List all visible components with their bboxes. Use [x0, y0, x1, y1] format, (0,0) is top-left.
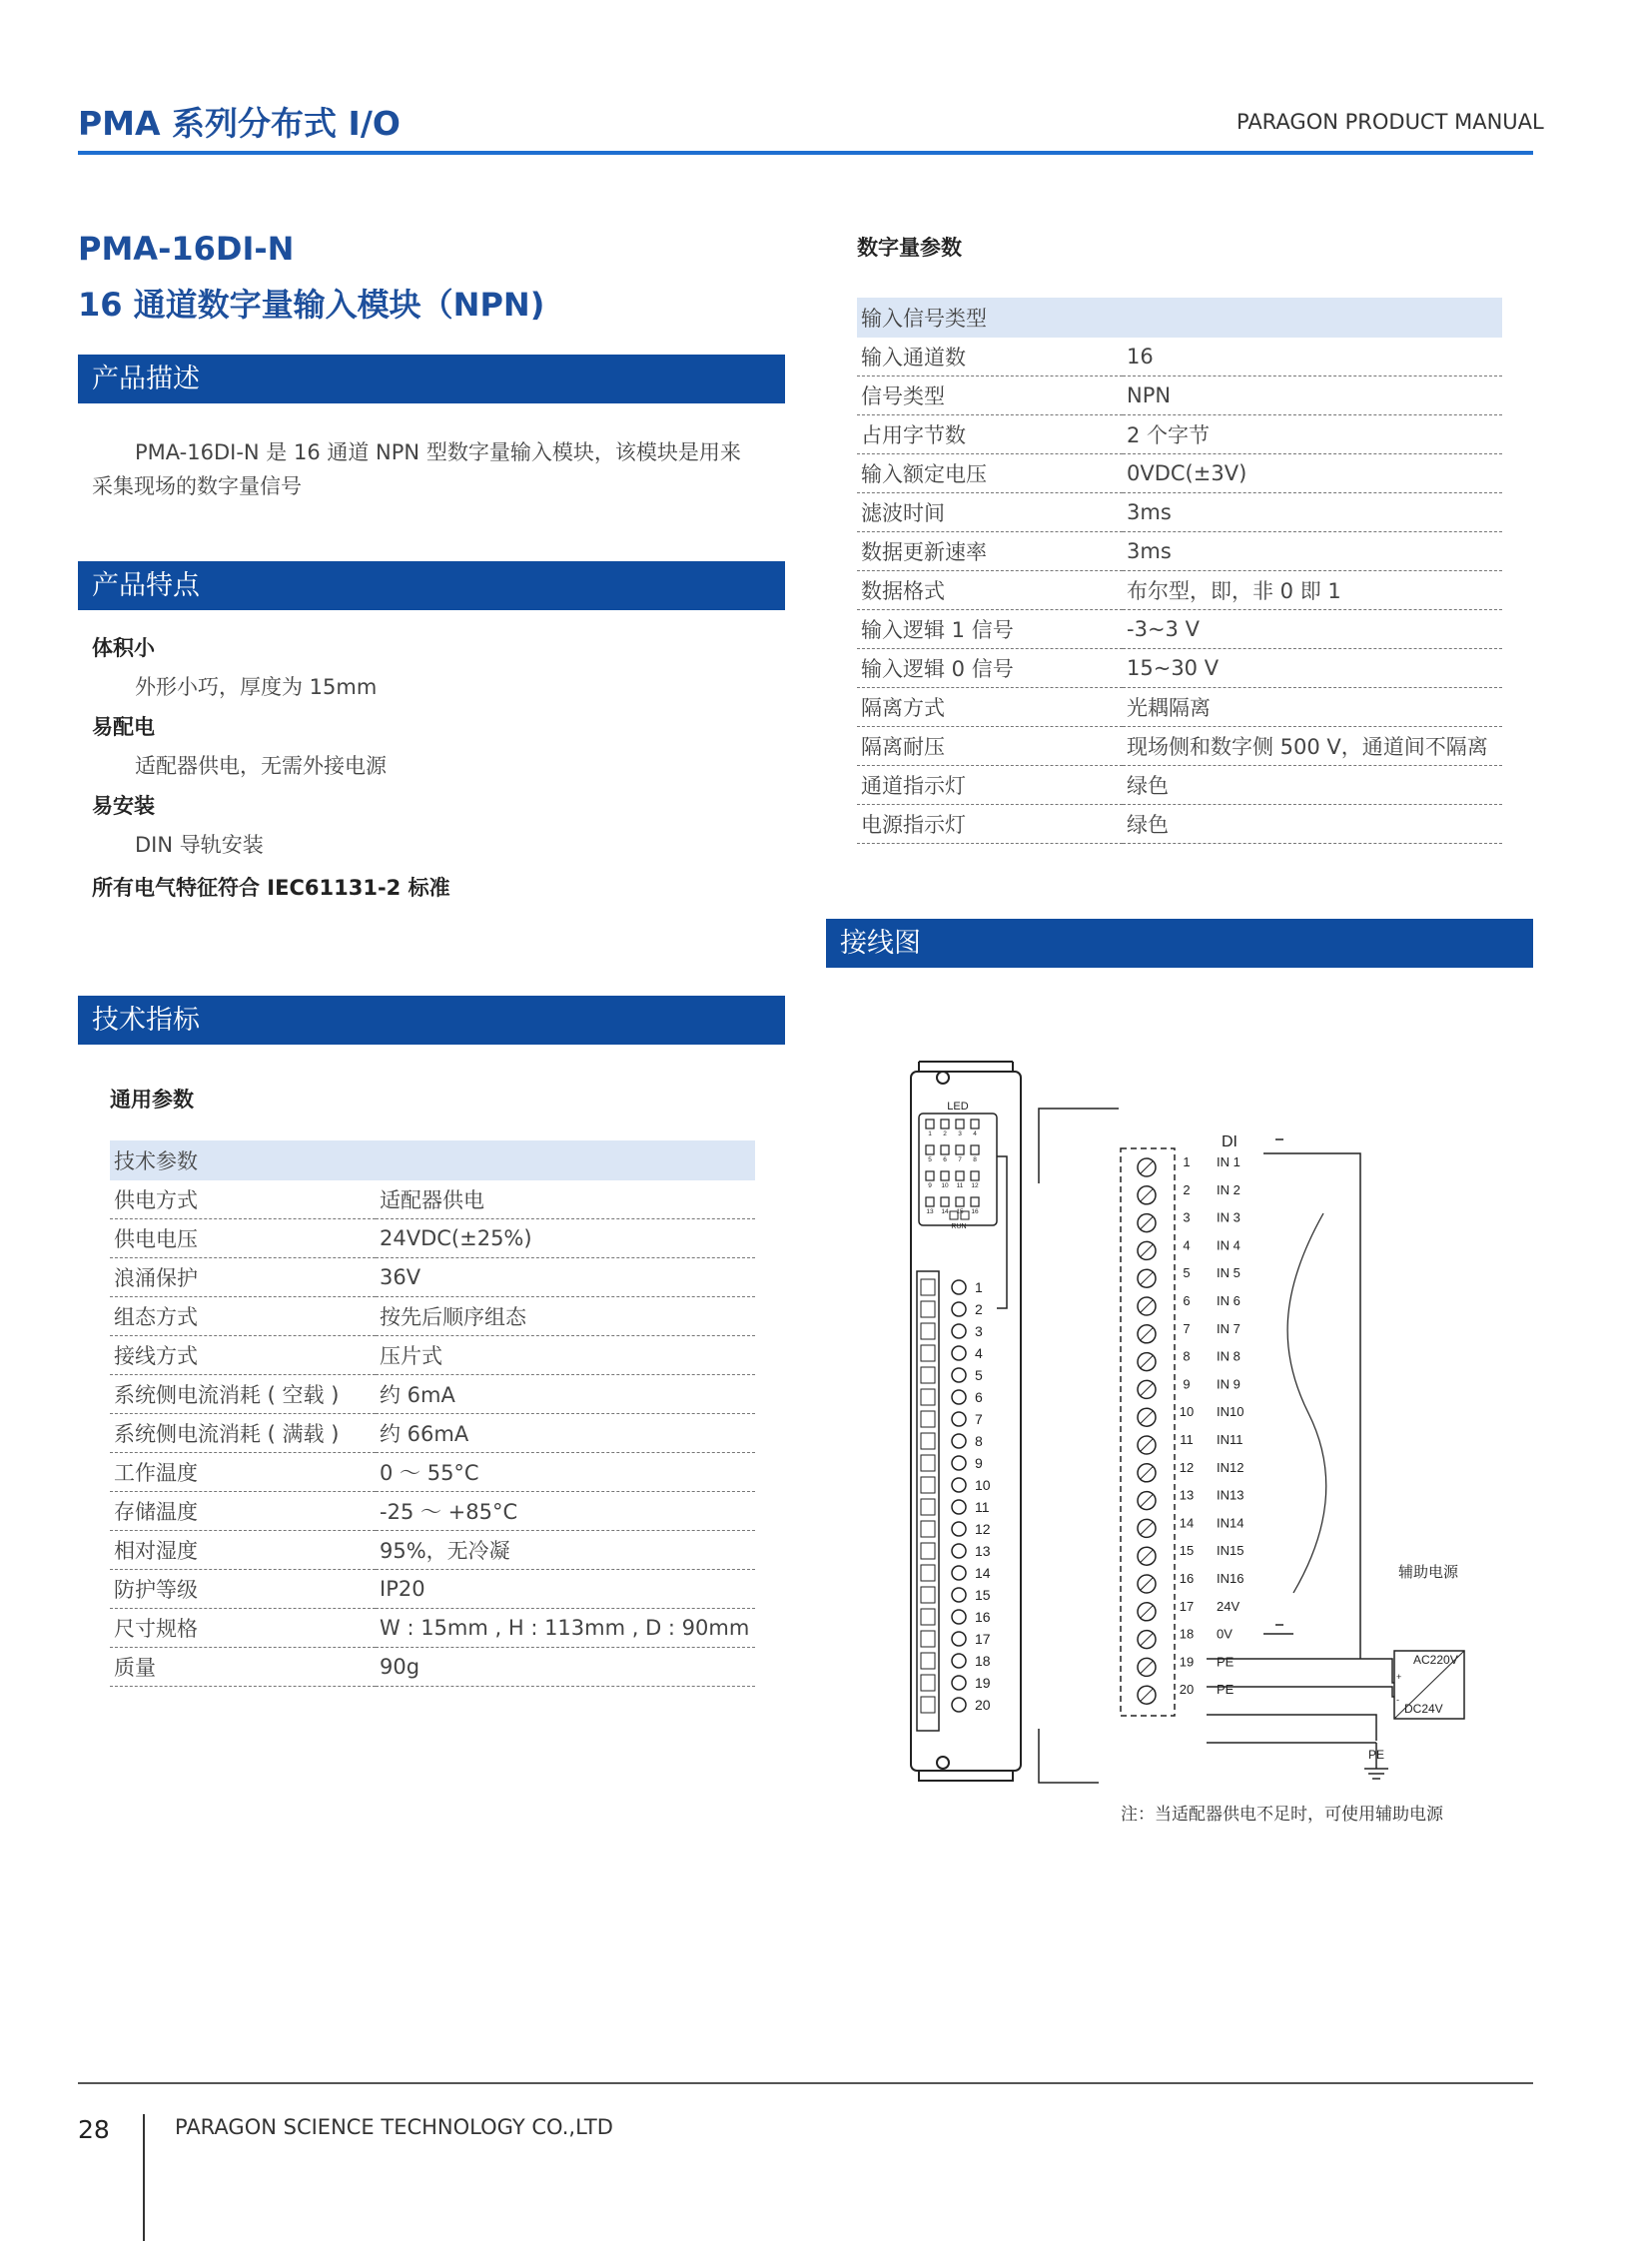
- block-terminal-number: 7: [1183, 1320, 1191, 1336]
- module-terminal-number: 9: [975, 1455, 983, 1471]
- channel-led-number: 11: [956, 1182, 964, 1189]
- param-value: 压片式: [376, 1336, 755, 1375]
- wiring-note: 注：当适配器供电不足时，可使用辅助电源: [1121, 1805, 1443, 1825]
- signal-label: PE: [1217, 1654, 1235, 1670]
- param-value: 绿色: [1123, 805, 1502, 844]
- channel-led-number: 1: [928, 1130, 932, 1137]
- ground-icon: [1364, 1769, 1388, 1779]
- param-value: 0VDC(±3V): [1123, 454, 1502, 493]
- param-value: 0 ～ 55°C: [376, 1453, 755, 1492]
- signal-label: IN 2: [1217, 1181, 1240, 1197]
- param-value: W : 15mm , H : 113mm , D : 90mm: [376, 1609, 755, 1648]
- block-terminal-number: 12: [1179, 1459, 1195, 1475]
- company-name: PARAGON SCIENCE TECHNOLOGY CO.,LTD: [175, 2115, 613, 2139]
- param-value: 24VDC(±25%): [376, 1219, 755, 1258]
- feature-title-1: 体积小: [92, 636, 155, 660]
- signal-label: IN 6: [1217, 1293, 1240, 1308]
- module-terminal-slot: [921, 1565, 935, 1581]
- module-terminal-slot: [921, 1499, 935, 1515]
- module-terminal-number: 17: [975, 1631, 991, 1647]
- feature-title-2: 易配电: [92, 715, 155, 739]
- aux-power-label: 辅助电源: [1398, 1563, 1459, 1581]
- channel-led-number: 3: [958, 1130, 962, 1137]
- param-value: 约 66mA: [376, 1414, 755, 1453]
- description-line-1: PMA-16DI-N 是 16 通道 NPN 型数字量输入模块，该模块是用来: [135, 440, 741, 464]
- digital-params-title: 数字量参数: [857, 236, 962, 260]
- param-label: 输入逻辑 1 信号: [857, 610, 1123, 649]
- module-terminal-screw: [952, 1412, 966, 1426]
- channel-led-number: 5: [928, 1156, 932, 1163]
- general-param-row: [110, 1375, 755, 1414]
- digital-param-row: [857, 571, 1502, 610]
- general-params-header: 技术参数: [110, 1140, 755, 1180]
- block-terminal-number: 9: [1183, 1376, 1191, 1392]
- channel-led-number: 4: [973, 1130, 977, 1137]
- description-line-2: 采集现场的数字量信号: [92, 474, 302, 498]
- module-terminal-number: 16: [975, 1609, 991, 1625]
- module-terminal-number: 8: [975, 1433, 983, 1449]
- digital-param-row: [857, 649, 1502, 688]
- param-label: 存储温度: [110, 1492, 376, 1531]
- channel-led-number: 13: [926, 1208, 934, 1215]
- block-terminal-number: 3: [1183, 1209, 1191, 1225]
- module-terminal-slot: [921, 1675, 935, 1691]
- module-bottom-clip: [919, 1771, 1013, 1781]
- page-number: 28: [78, 2115, 110, 2144]
- channel-led-number: 14: [941, 1208, 949, 1215]
- module-terminal-number: 4: [975, 1345, 983, 1361]
- module-terminal-screw: [952, 1346, 966, 1360]
- general-param-row: [110, 1414, 755, 1453]
- module-terminal-slot: [921, 1455, 935, 1471]
- general-param-row: [110, 1492, 755, 1531]
- block-terminal-number: 18: [1179, 1626, 1195, 1642]
- param-label: 隔离耐压: [857, 727, 1123, 766]
- module-terminal-screw: [952, 1654, 966, 1668]
- module-terminal-screw: [952, 1368, 966, 1382]
- module-terminal-slot: [921, 1587, 935, 1603]
- digital-param-row: [857, 338, 1502, 376]
- feature-text-1: 外形小巧，厚度为 15mm: [135, 675, 378, 699]
- module-terminal-screw: [952, 1456, 966, 1470]
- param-label: 数据更新速率: [857, 532, 1123, 571]
- module-top-clip: [919, 1062, 1013, 1072]
- signal-label: PE: [1217, 1682, 1235, 1698]
- block-terminal-number: 10: [1179, 1404, 1195, 1420]
- block-terminal-number: 19: [1179, 1654, 1195, 1670]
- channel-led-number: 10: [941, 1182, 949, 1189]
- param-label: 隔离方式: [857, 688, 1123, 727]
- param-label: 尺寸规格: [110, 1609, 376, 1648]
- module-terminal-slot: [921, 1653, 935, 1669]
- dc-label: DC24V: [1404, 1702, 1443, 1716]
- block-terminal-number: 14: [1179, 1515, 1195, 1531]
- module-terminal-slot: [921, 1323, 935, 1339]
- digital-params-table: [857, 298, 1502, 844]
- general-param-row: [110, 1258, 755, 1297]
- digital-param-row: [857, 415, 1502, 454]
- block-terminal-number: 15: [1179, 1543, 1195, 1559]
- connector-line-bottom: [1039, 1729, 1099, 1783]
- signal-label: IN 4: [1217, 1237, 1240, 1253]
- general-param-row: [110, 1297, 755, 1336]
- param-value: 3ms: [1123, 493, 1502, 532]
- block-terminal-number: 17: [1179, 1598, 1195, 1614]
- product-name: 16 通道数字量输入模块（NPN): [78, 286, 545, 324]
- di-label: DI: [1222, 1133, 1238, 1150]
- param-label: 输入逻辑 0 信号: [857, 649, 1123, 688]
- general-param-row: [110, 1180, 755, 1219]
- header-divider: [78, 151, 1533, 155]
- digital-param-row: [857, 766, 1502, 805]
- block-terminal-number: 5: [1183, 1265, 1191, 1281]
- module-terminal-screw: [952, 1434, 966, 1448]
- minus-mark: -: [1396, 1695, 1399, 1705]
- digital-param-row: [857, 805, 1502, 844]
- section-bar-features: 产品特点: [78, 561, 785, 610]
- param-label: 通道指示灯: [857, 766, 1123, 805]
- block-terminal-number: 16: [1179, 1571, 1195, 1586]
- general-params-table: [110, 1140, 755, 1687]
- param-value: 光耦隔离: [1123, 688, 1502, 727]
- feature-title-3: 易安装: [92, 794, 155, 818]
- common-rail: [1263, 1153, 1360, 1659]
- module-terminal-number: 13: [975, 1543, 991, 1559]
- header-manual-label: PARAGON PRODUCT MANUAL: [1237, 110, 1544, 134]
- channel-led-number: 12: [971, 1182, 979, 1189]
- module-terminal-number: 18: [975, 1653, 991, 1669]
- digital-param-row: [857, 493, 1502, 532]
- module-terminal-screw: [952, 1478, 966, 1492]
- module-terminal-slot: [921, 1433, 935, 1449]
- signal-label: IN10: [1217, 1404, 1244, 1420]
- general-params-title: 通用参数: [110, 1088, 194, 1112]
- module-terminal-slot: [921, 1345, 935, 1361]
- digital-param-row: [857, 376, 1502, 415]
- param-value: 绿色: [1123, 766, 1502, 805]
- signal-label: IN11: [1217, 1432, 1243, 1447]
- signal-label: IN13: [1217, 1487, 1244, 1503]
- module-terminal-screw: [952, 1588, 966, 1602]
- module-terminal-number: 5: [975, 1367, 983, 1383]
- module-terminal-screw: [952, 1698, 966, 1712]
- module-terminal-screw: [952, 1522, 966, 1536]
- param-label: 系统侧电流消耗 ( 空载 ): [110, 1375, 376, 1414]
- param-value: 90g: [376, 1648, 755, 1687]
- line-pe: [1207, 1715, 1376, 1743]
- param-label: 组态方式: [110, 1297, 376, 1336]
- module-terminal-slot: [921, 1609, 935, 1625]
- module-terminal-screw: [952, 1280, 966, 1294]
- digital-param-row: [857, 454, 1502, 493]
- param-label: 输入通道数: [857, 338, 1123, 376]
- module-terminal-slot: [921, 1389, 935, 1405]
- param-value: 15~30 V: [1123, 649, 1502, 688]
- header-title: PMA 系列分布式 I/O: [78, 104, 401, 143]
- param-label: 电源指示灯: [857, 805, 1123, 844]
- module-terminal-slot: [921, 1631, 935, 1647]
- digital-param-row: [857, 532, 1502, 571]
- module-terminal-slot: [921, 1477, 935, 1493]
- param-label: 工作温度: [110, 1453, 376, 1492]
- module-terminal-screw: [952, 1544, 966, 1558]
- signal-label: IN 7: [1217, 1320, 1240, 1336]
- plus-mark: +: [1396, 1672, 1402, 1682]
- module-terminal-screw: [952, 1324, 966, 1338]
- param-value: -25 ～ +85°C: [376, 1492, 755, 1531]
- module-terminal-slot: [921, 1521, 935, 1537]
- param-value: 按先后顺序组态: [376, 1297, 755, 1336]
- pe-ground-label: PE: [1367, 1748, 1385, 1762]
- param-label: 信号类型: [857, 376, 1123, 415]
- general-param-row: [110, 1609, 755, 1648]
- channel-led-number: 2: [943, 1130, 947, 1137]
- param-value: 3ms: [1123, 532, 1502, 571]
- signal-label: IN 1: [1217, 1154, 1240, 1169]
- module-terminal-screw: [952, 1610, 966, 1624]
- module-terminal-number: 12: [975, 1521, 991, 1537]
- block-terminal-number: 6: [1183, 1293, 1191, 1308]
- param-label: 输入额定电压: [857, 454, 1123, 493]
- digital-param-row: [857, 610, 1502, 649]
- signal-label: IN15: [1217, 1543, 1244, 1559]
- param-label: 占用字节数: [857, 415, 1123, 454]
- param-value: 16: [1123, 338, 1502, 376]
- param-value: 现场侧和数字侧 500 V，通道间不隔离: [1123, 727, 1502, 766]
- param-value: 布尔型，即，非 0 即 1: [1123, 571, 1502, 610]
- digital-params-header: 输入信号类型: [857, 298, 1502, 338]
- wiring-diagram: [859, 1054, 1478, 1793]
- param-value: 36V: [376, 1258, 755, 1297]
- brace-curve: [1287, 1213, 1326, 1593]
- module-terminal-screw: [952, 1632, 966, 1646]
- footer-divider: [78, 2082, 1533, 2084]
- general-param-row: [110, 1336, 755, 1375]
- param-label: 防护等级: [110, 1570, 376, 1609]
- general-param-row: [110, 1531, 755, 1570]
- block-terminal-number: 2: [1183, 1181, 1191, 1197]
- signal-label: IN 8: [1217, 1348, 1240, 1364]
- led-label: LED: [947, 1101, 969, 1113]
- digital-param-row: [857, 688, 1502, 727]
- param-value: 95%，无冷凝: [376, 1531, 755, 1570]
- ac-label: AC220V: [1413, 1653, 1458, 1667]
- module-terminal-slot: [921, 1543, 935, 1559]
- signal-label: IN 3: [1217, 1209, 1240, 1225]
- signal-label: 24V: [1217, 1598, 1240, 1614]
- channel-led-number: 8: [973, 1156, 977, 1163]
- param-value: 2 个字节: [1123, 415, 1502, 454]
- signal-label: IN12: [1217, 1459, 1244, 1475]
- connector-line-top: [1039, 1109, 1119, 1183]
- module-terminal-slot: [921, 1411, 935, 1427]
- signal-label: 0V: [1217, 1626, 1233, 1642]
- channel-led-number: 15: [956, 1208, 964, 1215]
- signal-label: IN 9: [1217, 1376, 1240, 1392]
- run-label: RUN: [951, 1223, 967, 1230]
- channel-led-number: 16: [971, 1208, 979, 1215]
- feature-standard: 所有电气特征符合 IEC61131-2 标准: [92, 876, 450, 900]
- general-param-row: [110, 1219, 755, 1258]
- block-terminal-number: 8: [1183, 1348, 1191, 1364]
- channel-led-number: 6: [943, 1156, 947, 1163]
- block-terminal-number: 11: [1180, 1432, 1194, 1447]
- module-terminal-slot: [921, 1279, 935, 1295]
- block-terminal-number: 13: [1179, 1487, 1195, 1503]
- module-terminal-slot: [921, 1367, 935, 1383]
- module-terminal-number: 2: [975, 1301, 983, 1317]
- module-terminal-number: 15: [975, 1587, 991, 1603]
- section-bar-description: 产品描述: [78, 355, 785, 403]
- param-value: 适配器供电: [376, 1180, 755, 1219]
- param-label: 浪涌保护: [110, 1258, 376, 1297]
- section-bar-wiring: 接线图: [826, 919, 1533, 968]
- param-value: -3~3 V: [1123, 610, 1502, 649]
- module-terminal-screw: [952, 1500, 966, 1514]
- module-terminal-number: 1: [975, 1279, 983, 1295]
- module-terminal-screw: [952, 1566, 966, 1580]
- signal-label: IN16: [1217, 1571, 1244, 1586]
- block-terminal-number: 1: [1183, 1154, 1191, 1169]
- module-terminal-number: 20: [975, 1697, 991, 1713]
- signal-label: IN 5: [1217, 1265, 1240, 1281]
- param-label: 滤波时间: [857, 493, 1123, 532]
- param-label: 系统侧电流消耗 ( 满载 ): [110, 1414, 376, 1453]
- module-terminal-number: 3: [975, 1323, 983, 1339]
- general-param-row: [110, 1648, 755, 1687]
- param-label: 相对湿度: [110, 1531, 376, 1570]
- footer-vertical-divider: [143, 2114, 145, 2241]
- module-terminal-number: 6: [975, 1389, 983, 1405]
- module-terminal-number: 7: [975, 1411, 983, 1427]
- module-terminal-screw: [952, 1302, 966, 1316]
- param-label: 供电方式: [110, 1180, 376, 1219]
- digital-param-row: [857, 727, 1502, 766]
- general-param-row: [110, 1453, 755, 1492]
- module-terminal-slot: [921, 1301, 935, 1317]
- param-value: NPN: [1123, 376, 1502, 415]
- product-model: PMA-16DI-N: [78, 230, 295, 268]
- general-param-row: [110, 1570, 755, 1609]
- line-24v: [1207, 1659, 1406, 1683]
- module-terminal-slot: [921, 1697, 935, 1713]
- param-label: 接线方式: [110, 1336, 376, 1375]
- channel-led-number: 9: [928, 1182, 932, 1189]
- feature-text-3: DIN 导轨安装: [135, 833, 264, 857]
- param-value: 约 6mA: [376, 1375, 755, 1414]
- param-label: 供电电压: [110, 1219, 376, 1258]
- module-terminal-screw: [952, 1390, 966, 1404]
- line-0v: [1207, 1687, 1406, 1697]
- param-label: 数据格式: [857, 571, 1123, 610]
- param-value: IP20: [376, 1570, 755, 1609]
- block-terminal-number: 20: [1179, 1682, 1195, 1698]
- param-label: 质量: [110, 1648, 376, 1687]
- module-terminal-number: 11: [975, 1499, 990, 1515]
- signal-label: IN14: [1217, 1515, 1244, 1531]
- module-terminal-number: 14: [975, 1565, 991, 1581]
- module-terminal-screw: [952, 1676, 966, 1690]
- channel-led-number: 7: [958, 1156, 962, 1163]
- module-terminal-number: 19: [975, 1675, 991, 1691]
- block-terminal-number: 4: [1183, 1237, 1191, 1253]
- module-terminal-number: 10: [975, 1477, 991, 1493]
- section-bar-tech: 技术指标: [78, 996, 785, 1045]
- feature-text-2: 适配器供电，无需外接电源: [135, 754, 387, 778]
